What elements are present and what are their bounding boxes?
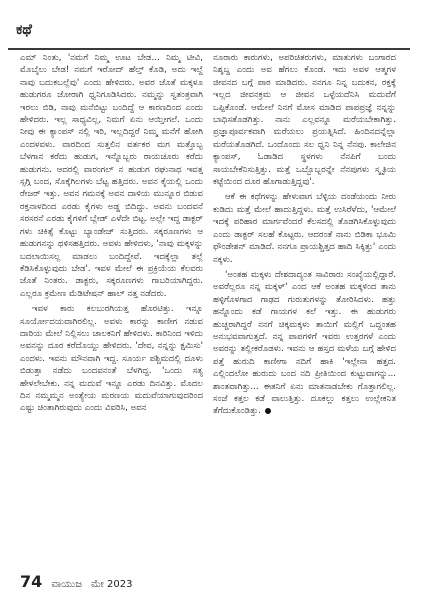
right-paragraph-3-text: 'ಅಂತಹ ಮಕ್ಕಳು ದೇಶದಾದ್ಯಂತ ಸಾವಿರಾರು ಸಂಖ್ಯೆಯಲ್ಲಿದ್ದಾರೆ. ಅವರೆಲ್ಲರೂ ನನ್ನ ಮಕ್ಕಳ್' ಎಂದ ಆಕೆ ಅಂತಹ ಮಕ್ಕಳಿಂದ ತಾನು ಹಳ್ಳಿಗೊಳಗಾದ ಗಾಢದ ಗುರುತುಗಳನ್ನು ತೋರಿಸಿದಳು. ಹತ್ತು ಹನ್ನೊಂದು ಕಡೆ ಗಾಯಗಳ ಕಲೆ ಇತ್ತು. ಈ ಹುಡುಗರು ಹುಚ್ಚರಾಗಿದ್ದರೆ ನನಗೆ ಚಿಕ್ಕಮಕ್ಕಳು ತಾಯಿಗೆ ಮಲ್ಲಿಗೆ ಒದ್ದಂತಹ ಅನುಭವವಾಗುತ್ತದೆ. ನನ್ನ ಪಾಪಗಳಿಗೆ ಇವರು ಉತ್ತರಗಳೆ ಎಂದು ಅವರನ್ನು ತಲ್ಲೀಕರೊಡಳು. ಇವನು ಆ ಹಸ್ತದ ಮಳೆಯ ಬಗ್ಗೆ ಹೇಳಿದ ಪತ್ತೆ ಹುರುದಿ ಕಾಣೀಗಾ ನದಿಗೆ ಹಾಕಿ 'ಇಲ್ಲೇನಾ ಹತ್ತದ. ಎಲ್ಲಿಂದಲೋ ಹುರುದು ಬಂದ ನದಿ ಪ್ರೀತಿಯಿಂದ ಕುಟ್ಟುವಾಗನ್ನು... ಶಾಂತವಾಗಿತ್ತು... ಈತನಿಗೆ ಏನು ಮಾತನಾಡಬೇಕು ಗೊತ್ತಾಗಲಿಲ್ಲ. ಸಂಜೆ ಕತ್ತಲ ಕಡೆ ವಾಲುತ್ತಿತ್ತು. ದೂಕಲ್ಲು ಕತ್ತಲು ಉಲ್ಲೇಕನಿತ ತೆಗೆದುಕೊಂಡಿತ್ತು. — [213, 269, 396, 417]
right-column — [213, 52, 396, 572]
right-paragraph-1: ನೂರಾರು ಕಾರುಗಳು, ಅಪರಿಚಿತರುಗಳು, ಮಾತುಗಳು ಬಂಗಾರದ ನಿಶ್ಶಬ್ದ ಎಂದು ಅವ ಹೆಗಲು ಕೊಂಡ. ಇದು ಅವಳ ಆತ್ಮಗಳ ಜೀವನದ ಬಗ್ಗೆ ಪಾಠ ಮಾಡಿದರು. ನನಗೂ ನಿನ್ನ ಬದುಕನ, ರಕ್ತಕ್ಕೆ ಇಲ್ಲದ ಜೀವನಕ್ರಮ ಆ ಜೀವನ ಒಳ್ಳೆಯದೆನಿಸಿ ಮದುವೆಗೆ ಒಪ್ಪಿಕೊಂಡೆ. ಆಮೇಲೆ ನಿನಗೆ ಮೋಸ ಮಾಡಿದ ಪಾಪಪ್ರಜ್ಞೆ ನನ್ನನ್ನು ಬಾಧಿಸತೊಡಗಿತ್ತು. ನಾನು ಎಲ್ಲವನ್ನೂ ಮರೆಯಬೇಕಾಗಿತ್ತು. ಪ್ರಜ್ಞಾಪೂರ್ವಕವಾಗಿ ಮರೆಯಲು ಪ್ರಯತ್ನಿಸಿದೆ. ಹಿಂದಿನದನ್ನೆಲ್ಲಾ ಮರೆಯತೊಡಗಿದೆ. ಒಂದೊಂದು ಸಲ ಧ್ವನಿ ನಿನ್ನ ನೆನಪು. ಕಾಲೇಜಿನ ಕ್ಯಾಂಪಸ್, ಓಡಾಡಿದ ಸ್ಥಳಗಳು ನೆನಪಿಗೆ ಬಂದು ಸಾಯಬೇಕೆನಿಸುತ್ತಿತ್ತು. ಮತ್ತೆ ಒಬ್ಬೊಬ್ಬರನ್ನೇ ನೆನಪುಗಳು ಸ್ಮೃತಿಯ ಕಟ್ಟೆಯಿಂದ ದೂರ ಹೊಗಾಡುತ್ತಿದ್ದವು'. — [213, 53, 396, 188]
section-tag: ಕಥೆ — [16, 22, 32, 38]
right-paragraph-3 — [213, 269, 396, 418]
left-column — [20, 52, 203, 572]
right-paragraph-2: ಆಕೆ ಈ ಕಥೆಗಳನ್ನು ಹೇಳುವಾಗ ಬೆಳ್ಳಿಯ ದಂಡೆಯಂದು ನೀರು ಕುಡಿದು ಮತ್ತೆ ಮೇಲೆ ಹಾದುತ್ತಿದ್ದಳು. ಮತ್ತೆ ಉಸಿರೆಳೆದು, 'ಆಮೇಲೆ ಇದಕ್ಕೆ ಪರಿಹಾರ ಮಾರ್ಗವೆಂದರೆ ಕೆಲಸದಲ್ಲಿ ತೊಡಗಿಸಿಕೊಳ್ಳುವುದು ಎಂದು ಡಾಕ್ಟರ್ ಸಲಹೆ ಕೊಟ್ಟರು. ಆದರಂತೆ ನಾನು ಬಿಡಿಕಾ ಭೂಮಿ ಫೌಂಡೇಶನ್ ಮಾಡಿದೆ. ನನಗೂ ಪ್ರಾಯಶ್ಚಿತ್ತದ ಹಾದಿ ಸಿಕ್ಕಿತ್ತು' ಎಂದು ನಕ್ಕಳು. — [213, 192, 396, 265]
left-paragraph-2: ಇವಳ ಕಾರು ಕಲಬುರಗಿಯತ್ತ ಹೊರಟಿತ್ತು. ಇನ್ನೂ ಸೂರ್ಯೋದಯವಾಗಿರಲಿಲ್ಲ. ಅವಳು ಕಾರನ್ನು ಕಾಣೀಗ ನಡುವ ದಾರಿಯ ಮೇಲೆ ನಿಲ್ಲಿಸಲು ಚಾಲಕನಿಗೆ ಹೇಳಿದಳು. ಕಾರಿನಿಂದ ಇಳಿದು ಅವನನ್ನು ದೂರ ಕರೆದೊಯ್ದು ಹೇಳಿದರು. 'ದೇವ, ನನ್ನನ್ನು ಕ್ಷಮಿಸು' ಎಂದಳು. ಇವನು ಮೌನವಾಗಿ ಇದ್ದ. ಸೂರ್ಯ ಪಶ್ಚಿಮದಲ್ಲಿ ದೂಳು ಬಿಡುತ್ತಾ ನಡೆದು ಬಂದವನಂತೆ ಬೆಳಗಿದ್ದ. 'ಒಂದು ಸತ್ಯ ಹೇಳಲೇಬೇಕು. ನನ್ನ ಮದುವೆ ಇನ್ನೂ ಎರಡು ದಿನವಿತ್ತು. ಮೊದಲ ದಿನ ನಮ್ಮಮ್ಮನ ಅಂತ್ಯೇಯ ಮರಣಯ ಮದುವೆಯಾಗುವುದರಿಂದ ಎಷ್ಟು ಚಿಂತಾಗಿರುವುದು ಎಂದು ವಿವರಿಸಿ, ಅವನ — [20, 304, 203, 414]
magazine-name: ವಾಯುಜ — [51, 579, 82, 590]
page-number: 74 — [20, 572, 43, 591]
issue-date: ಮೇ 2023 — [91, 579, 133, 590]
story-end-mark — [265, 408, 271, 414]
page-footer — [20, 572, 132, 592]
page-header — [8, 18, 410, 50]
left-paragraph-1: ಎಮ್ ನಿಂತು, 'ನಮಗೆ ನಿಮ್ಮ ಊಟ ಬೇಡ... ನಿಮ್ಮ ಟೀವಿ, ಮೊಬೈಲು ಬೇಡ! ನಮಗೆ ಇರೋದ್ ಹೆಲ್ತ್ ಕೊಡಿ, ಅದು ಇಲ್ದೆ ನಾವು ಬದುಕಬಲ್ಲೆವು' ಎಂದು ಹೇಳಿದರು. ಅವರ ಜೊತೆ ಮಕ್ಕಳೂ ಹುಡುಗರೂ ಜೋರಾಗಿ ಧ್ವನಿಗೂಡಿಸಿದರು. ನಮ್ಮನ್ನು ಸ್ವತಂತ್ರವಾಗಿ ಇರಲು ಬಿಡಿ, ನಾವು ಮನೆಬಿಟ್ಟು ಬಂದಿದ್ದೆ ಆ ಕಾರಣದಿಂದ ಎಂದು ಹೇಳಿದರು. ಇಲ್ಲ ಸಾಧ್ಯವಿಲ್ಲ, ನಿಮಗೆ ಏನು ಆಯ್ತೀಗಲೆ. ಒಂದು ನೀವು ಈ ಕ್ಯಾಂಪಸ್ ನಲ್ಲಿ ಇರಿ, ಇಲ್ಲದಿದ್ದರೆ ನಿಮ್ಮ ಮನೆಗೆ ಹೋಗಿ ಎಂದಳವಳು. ವಾರದಿಂದ ಸುತ್ತಲಿನ ವರ್ತಕರ ಮಗ ಮತ್ತೊಬ್ಬ ಬೆಳಗಾನ ಕರೆದು ಹುಡುಗ, ಇನ್ನೊಬ್ಬರು ರಾಯಚೂರು ಕರೆದು ಹುಡುಗನು. ಆದರಲ್ಲಿ ವಾರಂಗಲ್ ನ ಹುಡುಗ ರಘುನಾಥ ಇವತ್ತ ಸ್ಸಗ್ಗಿ ಬಂದ, ಸೊಕ್ಕೆಗಿಲಗಳು ಬೆಟ್ಟ ಹತ್ತಿದರು. ಅವನ ಕೈಯಲ್ಲಿ ಒಂದು ರೇಜರ್ ಇತ್ತು. ಅವನ ಗಮನಕ್ಕೆ ಅವನ ದಾಳಿಯ ಮುನ್ನೂರ ಬಿಡುವ ರಕ್ತನಾಳದಿಂದ ಎರಡು ಕೈಗಳು ಅಡ್ಡ ಬಿದಿದ್ದು. ಅವನು ಬಂದವನೆ ಸರಸರನೆ ಎರಡು ಕೈಗಳಿಗೆ ಬ್ಲೇಡ್ ಎಳೆದೇ ಬಿಟ್ಟ. ಅಲ್ಲೇ ಇದ್ದ ಡಾಕ್ಟರ್ ಗಳು ಚಿಕಿತ್ಸೆ ಕೊಟ್ಟು ಬ್ಯಾಂಡೇಜ್ ಸುತ್ತಿದರು. ಸಕ್ಕರೂಣಗಳು ಆ ಹುಡುಗನನ್ನು ಥಳಿಸಹತ್ತಿದರು. ಅವಳು ಹೇಳಿದಳು, 'ನಾವು ಮಕ್ಕಳನ್ನು ಬದಲಾಯಿಸಲ್ಲ ಮಾಡಲು ಬಂದಿದ್ದೇವೆ. ಇದಕ್ಕೆಲ್ಲಾ ತಲ್ಲೆ ಕೆಡಿಸಿಕೊಳ್ಳುವುದು ಬೇಡ'. ಇವಳ ಮೇಲೆ ಈ ಪ್ರಕ್ರಿಯೆಯ ಕೆಲವರು ಜೊತೆ ನಿಂತರು. ಡಾಕ್ಟರು, ಸಕ್ಕರೂಣಗಳು ಗಾಬರಿಯಾಗಿದ್ದರು. ಎಲ್ಲರೂ ಕ್ರಮೇಣ ಮೆಡಿಟೇಷನ್ ಹಾಲ್ ನತ್ತ ನಡೆದರು. — [20, 53, 203, 299]
